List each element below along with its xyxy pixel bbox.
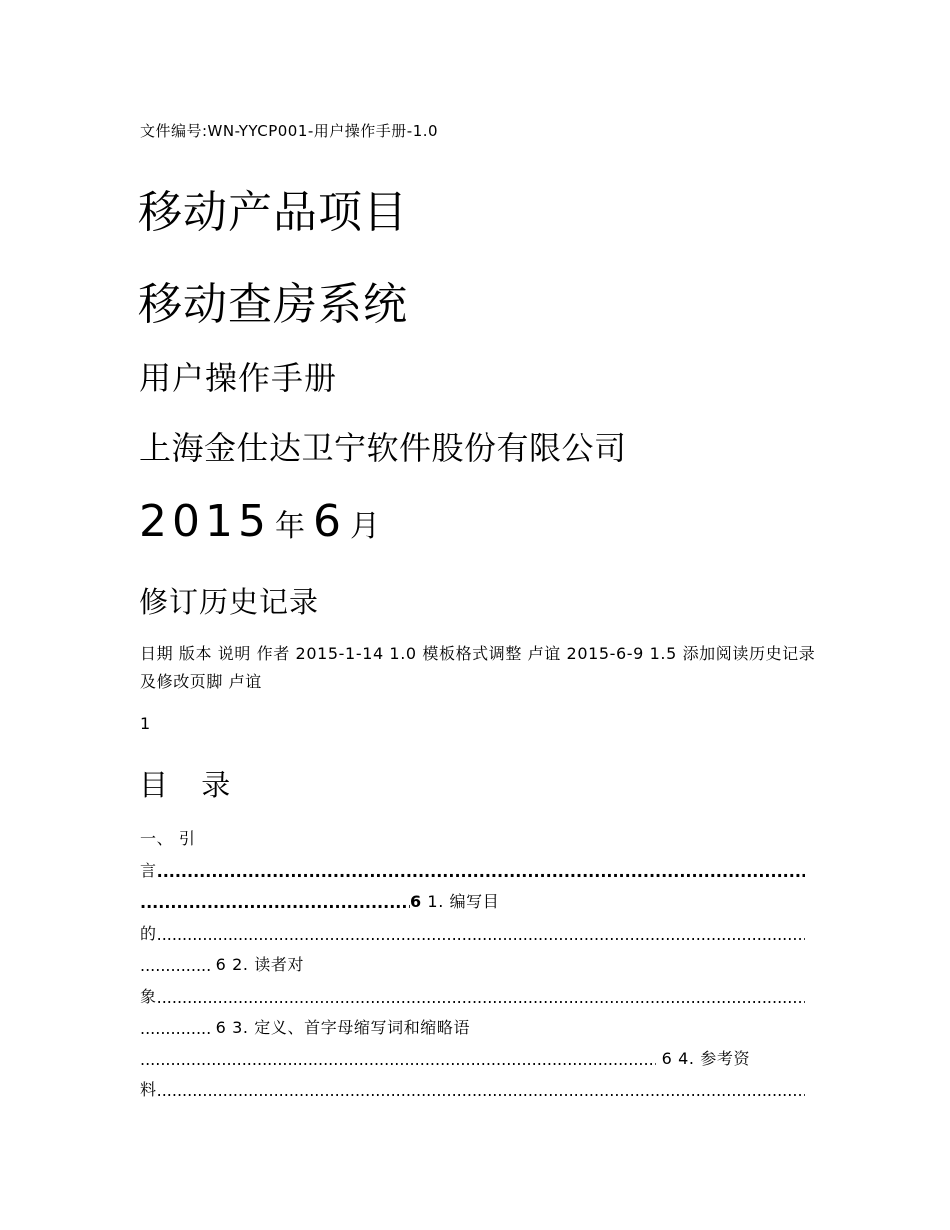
toc-entry-intro-word: 言: [140, 861, 157, 880]
toc-line-definitions-page: [140, 1046, 750, 1069]
date-year-label: 年: [274, 509, 305, 544]
toc-leader-dots: [157, 925, 805, 944]
toc-entry-purpose: 1. 编写目: [421, 892, 500, 911]
toc-entry-definitions: 3. 定义、首字母缩写词和缩略语: [226, 1018, 471, 1037]
toc-entry-intro-label: [140, 826, 196, 849]
toc-leader-dots: [140, 956, 210, 975]
toc-page-number: 6: [410, 892, 422, 911]
system-title: 移动查房系统: [138, 279, 408, 330]
toc-line-references: [140, 1077, 805, 1100]
revision-history-text: 日期 版本 说明 作者 2015-1-14 1.0 模板格式调整 卢谊 2015-6-9 1.5 添加阅读历史记录及修改页脚 卢谊: [140, 644, 816, 691]
revision-history-heading: 修订历史记录: [139, 585, 320, 619]
toc-leader-dots: [140, 1019, 210, 1038]
toc-heading: 目 录: [139, 768, 243, 802]
toc-entry-references-word: 料: [140, 1080, 157, 1099]
page-number: 1: [140, 714, 151, 733]
date-year: 2015: [139, 496, 271, 547]
toc-line-intro-page: [140, 889, 499, 912]
project-title: 移动产品项目: [138, 187, 408, 238]
toc-page-number: 6: [656, 1049, 673, 1068]
manual-title: 用户操作手册: [139, 359, 338, 397]
toc-entry-audience: 2. 读者对: [226, 955, 305, 974]
toc-leader-dots: [157, 862, 805, 881]
toc-page-number: 6: [210, 955, 227, 974]
toc-line-purpose: [140, 921, 805, 944]
toc-line-purpose-page: [140, 952, 304, 975]
toc-leader-dots: [157, 988, 805, 1007]
toc-line-intro: [140, 858, 805, 881]
date-month-label: 月: [349, 509, 380, 544]
document-number: 文件编号:WN-YYCP001-用户操作手册-1.0: [140, 122, 439, 140]
toc-entry-audience-word: 象: [140, 987, 157, 1006]
toc-entry-references: 4. 参考资: [672, 1049, 751, 1068]
document-date: [139, 496, 388, 547]
date-month: 6: [312, 496, 346, 547]
toc-line-audience-page: [140, 1015, 470, 1038]
toc-entry-purpose-word: 的: [140, 924, 157, 943]
company-name: 上海金仕达卫宁软件股份有限公司: [139, 429, 627, 467]
toc-page-number: 6: [210, 1018, 227, 1037]
toc-leader-dots: [157, 1081, 805, 1100]
toc-leader-dots: [140, 893, 410, 912]
toc-leader-dots: [140, 1050, 656, 1069]
toc-entry-intro-text: 一、 引: [140, 829, 196, 848]
toc-line-audience: [140, 984, 805, 1007]
